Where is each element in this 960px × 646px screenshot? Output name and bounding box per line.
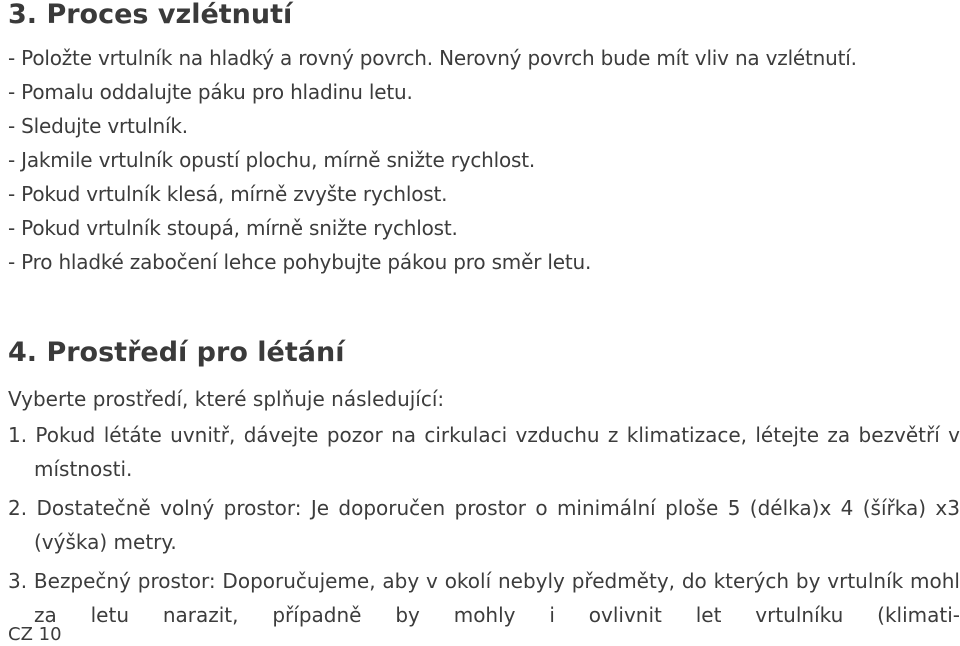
list-item: 2. Dostatečně volný prostor: Je doporučen prostor o minimální ploše 5 (délka)x 4 (šířka) x3 (výška) metry.: [8, 496, 960, 554]
list-item: 1. Pokud létáte uvnitř, dávejte pozor na cirkulaci vzduchu z klimatizace, létejte za bezvětří v místnosti.: [8, 423, 960, 481]
list-item: - Jakmile vrtulník opustí plochu, mírně snižte rychlost.: [8, 148, 536, 172]
section-heading-takeoff: 3. Proces vzlétnutí: [8, 0, 293, 30]
takeoff-steps-list: [8, 41, 960, 279]
list-item: - Položte vrtulník na hladký a rovný povrch. Nerovný povrch bude mít vliv na vzlétnutí.: [8, 46, 857, 70]
section-heading-environment: 4. Prostředí pro létání: [8, 337, 345, 368]
list-item: - Pokud vrtulník stoupá, mírně snižte rychlost.: [8, 216, 458, 240]
list-item: - Sledujte vrtulník.: [8, 114, 188, 138]
environment-intro: Vyberte prostředí, které splňuje následující:: [8, 387, 445, 411]
page-number: CZ 10: [8, 624, 62, 645]
list-item: - Pro hladké zabočení lehce pohybujte pákou pro směr letu.: [8, 250, 592, 274]
list-item: 3. Bezpečný prostor: Doporučujeme, aby v okolí nebyly předměty, do kterých by vrtulník mohl za letu narazit, případně by mohly i ovlivnit let vrtulníku (klimati-: [8, 569, 960, 627]
list-item: - Pokud vrtulník klesá, mírně zvyšte rychlost.: [8, 182, 448, 206]
environment-requirements-list: [8, 418, 960, 637]
list-item: - Pomalu oddalujte páku pro hladinu letu.: [8, 80, 413, 104]
